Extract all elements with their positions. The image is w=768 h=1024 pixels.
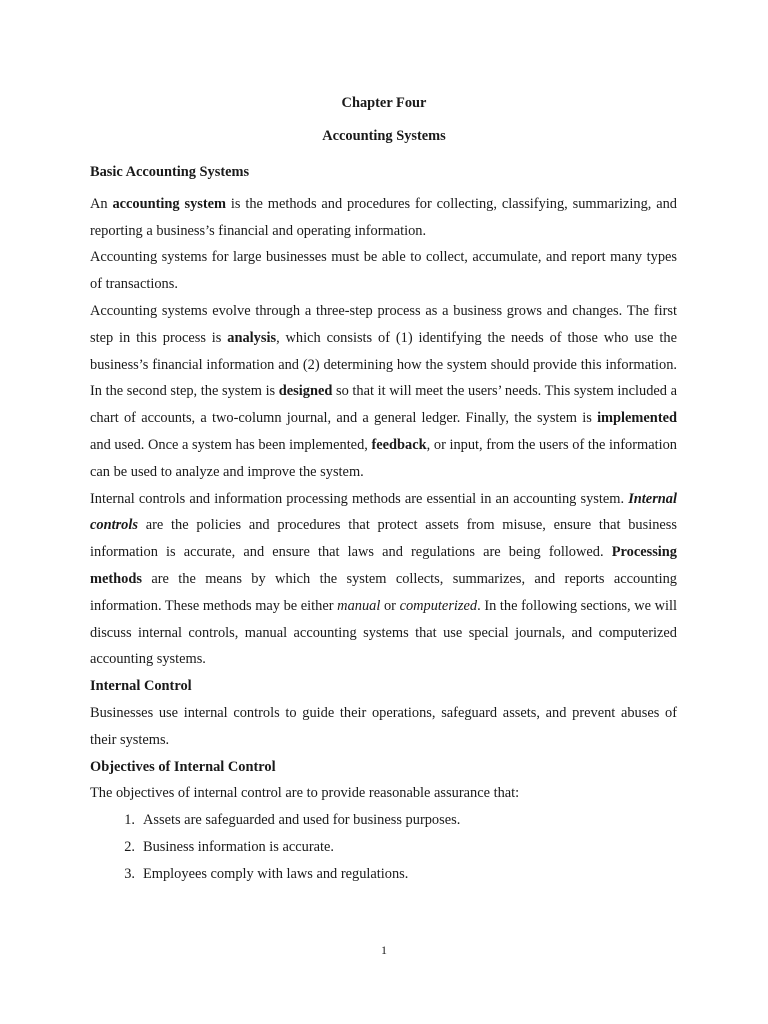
term-designed: designed: [278, 383, 333, 400]
term-feedback: feedback: [371, 436, 427, 453]
list-item: [90, 834, 677, 861]
list-item-number: 2.: [124, 838, 135, 855]
term-analysis: analysis: [227, 329, 277, 346]
paragraph-large-businesses: Accounting systems for large businesses must be able to collect, accumulate, and report many types of transactions.: [90, 249, 677, 293]
document-body: [90, 159, 677, 888]
term-accounting-system: accounting system: [112, 195, 227, 212]
paragraph-accounting-system: An accounting system is the methods and procedures for collecting, classifying, summarizing, and reporting a business’s financial and operating information.: [90, 195, 677, 239]
list-item-text: Employees comply with laws and regulations.: [143, 865, 409, 882]
list-item-text: Business information is accurate.: [143, 838, 335, 855]
paragraph-internal-controls-processing: Internal controls and information processing methods are essential in an accounting system. Internal controls are the policies and procedures that protect assets from misuse, ensure that business information is accurate, and ensure that laws and regulations are being followed. Processing methods are the means by which the system collects, summarizes, and reports accounting information. These methods may be either manual or computerized. In the following sections, we will discuss internal controls, manual accounting systems that use special journals, and computerized accounting systems.: [90, 490, 678, 668]
internal-control-heading: Internal Control: [90, 678, 192, 695]
list-item-text: Assets are safeguarded and used for business purposes.: [143, 812, 461, 829]
objectives-list: [90, 807, 677, 887]
objectives-heading: Objectives of Internal Control: [90, 758, 276, 775]
basic-accounting-heading: Basic Accounting Systems: [90, 164, 250, 180]
paragraph-objectives-intro: The objectives of internal control are to provide reasonable assurance that:: [90, 785, 520, 802]
list-item: [90, 861, 677, 888]
term-internal-controls: Internal controls: [90, 490, 677, 534]
chapter-title: Chapter Four: [341, 95, 427, 111]
paragraph-three-step-process: Accounting systems evolve through a three-step process as a business grows and changes. The first step in this process is analysis, which consists of (1) identifying the needs of those who use the business’s financial information and (2) determining how the system should provide this information. In the second step, the system is designed so that it will meet the users’ needs. This system included a chart of accounts, a two-column journal, and a general ledger. Finally, the system is implemented and used. Once a system has been implemented, feedback, or input, from the users of the information can be used to analyze and improve the system.: [90, 302, 677, 480]
list-item-number: 3.: [124, 865, 135, 882]
term-computerized: computerized: [399, 597, 478, 614]
paragraph-internal-control: Businesses use internal controls to guide their operations, safeguard assets, and prevent abuses of their systems.: [90, 704, 677, 748]
section-title: Accounting Systems: [322, 128, 446, 144]
list-item-number: 1.: [124, 812, 135, 829]
term-processing-methods: Processing methods: [90, 544, 677, 587]
list-item: [90, 807, 677, 834]
term-implemented: implemented: [597, 410, 677, 427]
term-manual: manual: [337, 597, 381, 614]
page-number: 1: [381, 943, 387, 957]
